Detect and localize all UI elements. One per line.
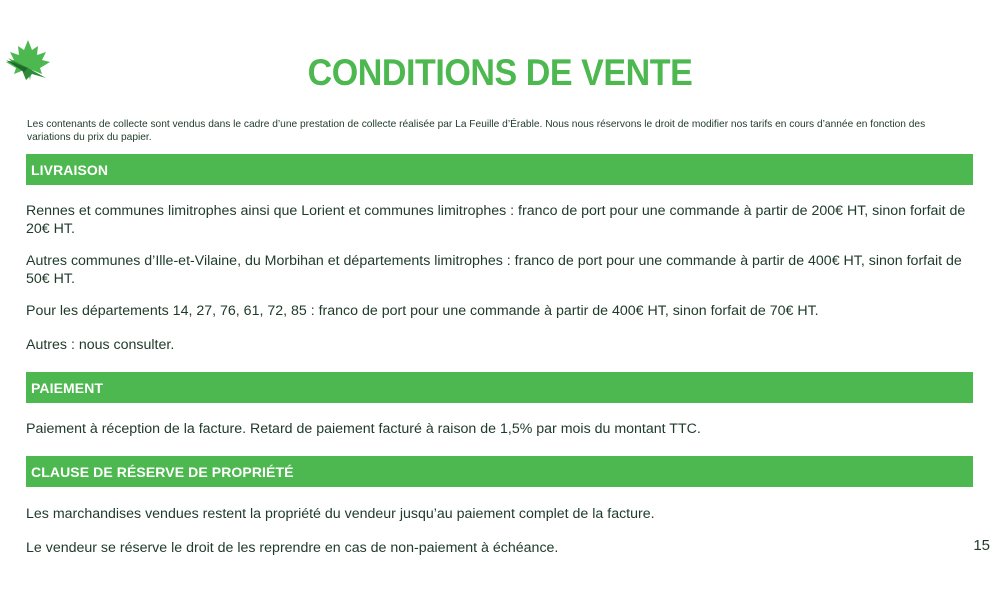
section-heading-label: LIVRAISON — [31, 161, 109, 178]
livraison-paragraph-3: Pour les départements 14, 27, 76, 61, 72, 85 : franco de port pour une commande à partir de 400€ HT, sinon forfait de 70€ HT. — [26, 303, 819, 319]
section-heading-label: PAIEMENT — [31, 379, 104, 396]
page-number: 15 — [973, 537, 990, 554]
livraison-paragraph-2: Autres communes d’Ille-et-Vilaine, du Morbihan et départements limitrophes : franco de port pour une commande à partir de 400€ HT, sinon forfait de 50€ HT. — [26, 253, 962, 287]
reserve-paragraph-2: Le vendeur se réserve le droit de les reprendre en cas de non-paiement à échéance. — [26, 540, 559, 556]
livraison-paragraph-1: Rennes et communes limitrophes ainsi que Lorient et communes limitrophes : franco de port pour une commande à partir de 200€ HT, sinon forfait de 20€ HT. — [26, 203, 966, 237]
section-heading-livraison — [26, 154, 973, 185]
section-heading-paiement — [26, 372, 973, 403]
section-heading-label: CLAUSE DE RÉSERVE DE PROPRIÉTÉ — [31, 463, 294, 480]
livraison-paragraph-4: Autres : nous consulter. — [26, 337, 175, 353]
section-heading-reserve — [26, 456, 973, 487]
page-title: CONDITIONS DE VENTE — [307, 52, 693, 93]
reserve-paragraph-1: Les marchandises vendues restent la propriété du vendeur jusqu’au paiement complet de la facture. — [26, 506, 655, 522]
intro-text: Les contenants de collecte sont vendus dans le cadre d’une prestation de collecte réalisée par La Feuille d’Érable. Nous nous réservons le droit de modifier nos tarifs en cours d’année en fonction des variations du prix du papier. — [27, 119, 926, 143]
paiement-paragraph-1: Paiement à réception de la facture. Retard de paiement facturé à raison de 1,5% par mois du montant TTC. — [26, 421, 701, 437]
